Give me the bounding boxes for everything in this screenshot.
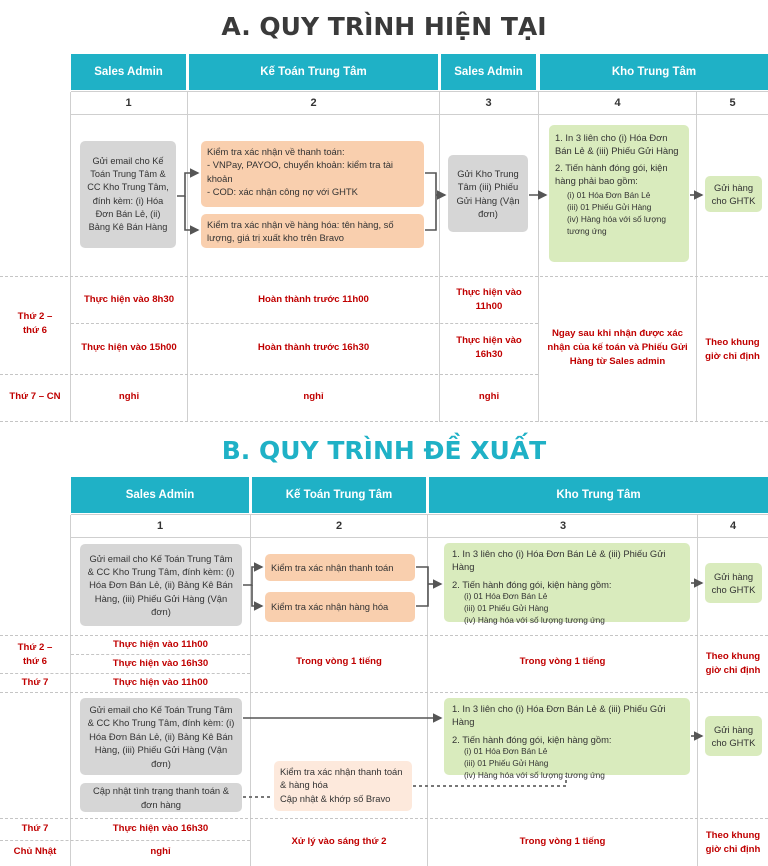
warehouse-task-sub2: (iii) 01 Phiếu Gửi Hàng (464, 602, 549, 613)
section-b-title: B. QUY TRÌNH ĐỀ XUẤT (221, 436, 547, 465)
header-accounting: Kế Toán Trung Tâm (252, 477, 426, 513)
row-label-weekend: Thứ 7 – CN (9, 391, 61, 403)
send-email-box: Gửi email cho Kế Toán Trung Tâm & CC Kho Trung Tâm, đính kèm: (i) Hóa Đơn Bán Lẻ, (ii) Bảng Kê Bán Hàng, (iii) Phiếu Gửi Hàng (Vận đơn) (80, 544, 242, 626)
timing-cell: nghỉ (150, 846, 171, 858)
timing-cell: Thực hiện vào 15h00 (81, 342, 177, 354)
ship-ghtk-box: Gửi hàng cho GHTK (705, 563, 762, 603)
step-number: 2 (335, 520, 343, 532)
step-number: 2 (310, 97, 317, 109)
weekend-cell: nghỉ (478, 391, 500, 403)
warehouse-task-sub1: (i) 01 Hóa Đơn Bán Lẻ (464, 746, 548, 757)
warehouse-timing: Trong vòng 1 tiếng (519, 836, 606, 848)
warehouse-task-sub3: (iv) Hàng hóa với số lượng tương ứng (464, 614, 605, 625)
timing-cell: Thực hiện vào 8h30 (83, 294, 175, 306)
send-to-warehouse-box: Gửi Kho Trung Tâm (iii) Phiếu Gửi Hàng (Vận đơn) (448, 155, 528, 232)
timing-cell: Hoàn thành trước 11h00 (258, 294, 369, 306)
ship-timing: Theo khung giờ chỉ định (705, 651, 761, 676)
check-update-box: Kiểm tra xác nhận thanh toán & hàng hóa Cập nhật & khớp số Bravo (274, 761, 412, 811)
warehouse-task-line1: 1. In 3 liên cho (i) Hóa Đơn Bán Lẻ & (iii) Phiếu Gửi Hàng (452, 703, 666, 728)
warehouse-task-line2: 2. Tiến hành đóng gói, kiện hàng phải bao gồm: (555, 161, 668, 187)
timing-cell: Thực hiện vào 16h30 (112, 823, 209, 835)
update-status-box: Cập nhật tình trạng thanh toán & đơn hàng (80, 783, 242, 812)
acct-timing: Xử lý vào sáng thứ 2 (291, 836, 387, 848)
header-warehouse: Kho Trung Tâm (540, 54, 768, 90)
header-warehouse: Kho Trung Tâm (429, 477, 768, 513)
step-number: 4 (729, 520, 737, 532)
payment-check-title: Kiểm tra xác nhận về thanh toán: (207, 146, 345, 157)
step-number: 5 (729, 97, 736, 109)
timing-cell: Thực hiện vào 16h30 (456, 335, 522, 360)
ship-timing: Theo khung giờ chỉ định (705, 830, 761, 855)
header-sales-admin-2: Sales Admin (441, 54, 536, 90)
row-divider (0, 840, 250, 841)
warehouse-task-line1: 1. In 3 liên cho (i) Hóa Đơn Bán Lẻ & (iii) Phiếu Gửi Hàng (452, 548, 666, 573)
warehouse-timing: Ngay sau khi nhận được xác nhận của kế toán và Phiếu Gửi Hàng từ Sales admin (547, 328, 688, 367)
step-number: 3 (485, 97, 492, 109)
warehouse-task-sub3: (iv) Hàng hóa với số lượng tương ứng (567, 213, 666, 236)
send-email-box-2: Gửi email cho Kế Toán Trung Tâm & CC Kho Trung Tâm, đính kèm: (i) Hóa Đơn Bán Lẻ, (ii) Bảng Kê Bán Hàng, (iii) Phiếu Gửi Hàng (Vận đơn) (80, 698, 242, 775)
warehouse-task-sub1: (i) 01 Hóa Đơn Bán Lẻ (567, 190, 651, 201)
section-a-title: A. QUY TRÌNH HIỆN TẠI (221, 12, 547, 41)
payment-check-box: Kiểm tra xác nhận thanh toán (265, 554, 415, 581)
timing-cell: Thực hiện vào 11h00 (113, 638, 208, 650)
row-label-sunday: Chủ Nhật (13, 846, 57, 858)
timing-cell: Thực hiện vào 11h00 (456, 287, 522, 312)
warehouse-timing: Trong vòng 1 tiếng (519, 656, 606, 668)
warehouse-task-sub2: (iii) 01 Phiếu Gửi Hàng (567, 202, 652, 213)
header-sales-admin: Sales Admin (71, 477, 249, 513)
row-divider (0, 818, 768, 819)
step-number: 4 (614, 97, 621, 109)
header-sales-admin: Sales Admin (71, 54, 186, 90)
acct-timing: Trong vòng 1 tiếng (296, 656, 382, 668)
step-number: 1 (125, 97, 132, 109)
ship-timing: Theo khung giờ chỉ định (705, 337, 760, 362)
ship-ghtk-box: Gửi hàng cho GHTK (705, 176, 762, 212)
row-label-weekday: Thứ 2 – thứ 6 (17, 311, 53, 336)
step-number: 1 (156, 520, 164, 532)
warehouse-task-line1: 1. In 3 liên cho (i) Hóa Đơn Bán Lẻ & (iii) Phiếu Gửi Hàng (555, 132, 679, 157)
row-label-weekday: Thứ 2 – thứ 6 (17, 642, 53, 667)
timing-cell: Thực hiện vào 11h00 (113, 676, 208, 688)
ship-ghtk-box-2: Gửi hàng cho GHTK (705, 716, 762, 756)
payment-check-line2: - COD: xác nhận công nợ với GHTK (207, 186, 358, 198)
row-label-saturday: Thứ 7 (21, 676, 49, 688)
warehouse-task-sub2: (iii) 01 Phiếu Gửi Hàng (464, 757, 549, 768)
weekend-cell: nghỉ (303, 391, 324, 403)
timing-cell: Hoàn thành trước 16h30 (257, 342, 370, 354)
header-accounting: Kế Toán Trung Tâm (189, 54, 438, 90)
goods-check-box: Kiểm tra xác nhận hàng hóa (265, 592, 415, 622)
warehouse-task-sub3: (iv) Hàng hóa với số lượng tương ứng (464, 769, 605, 780)
weekend-cell: nghỉ (118, 391, 140, 403)
warehouse-task-line2: 2. Tiến hành đóng gói, kiện hàng gồm: (452, 578, 612, 590)
goods-check-box: Kiểm tra xác nhận về hàng hóa: tên hàng, số lượng, giá trị xuất kho trên Bravo (201, 214, 424, 248)
row-label-saturday: Thứ 7 (21, 823, 49, 835)
warehouse-task-line2: 2. Tiến hành đóng gói, kiện hàng gồm: (452, 733, 612, 745)
warehouse-task-sub1: (i) 01 Hóa Đơn Bán Lẻ (464, 591, 548, 602)
step-number: 3 (559, 520, 567, 532)
payment-check-line1: - VNPay, PAYOO, chuyển khoản: kiểm tra tài khoản (207, 159, 394, 184)
timing-cell: Thực hiện vào 16h30 (112, 657, 209, 669)
send-email-box: Gửi email cho Kế Toán Trung Tâm & CC Kho Trung Tâm, đính kèm: (i) Hóa Đơn Bán Lẻ, (ii) Bảng Kê Bán Hàng (80, 141, 176, 248)
